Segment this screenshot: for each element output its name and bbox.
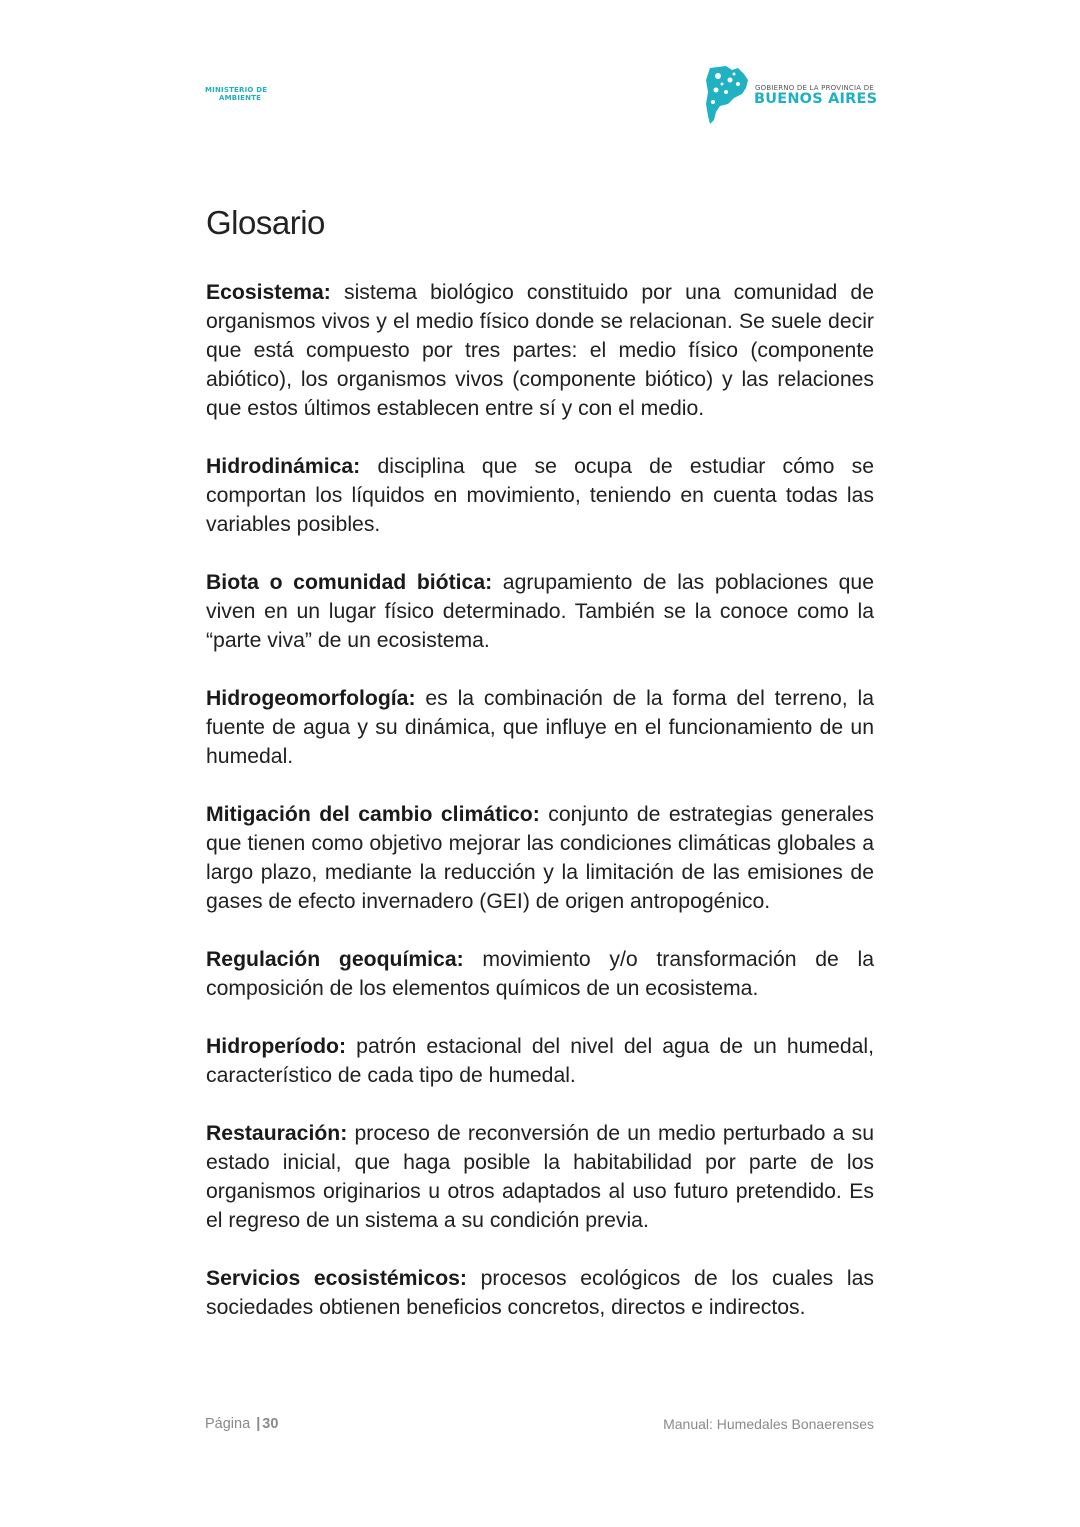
glossary-definition: procesos ecológicos de los cuales las sociedades obtienen beneficios concretos, directos e indirectos. bbox=[206, 1267, 874, 1319]
glossary-definition: patrón estacional del nivel del agua de un humedal, característico de cada tipo de humedal. bbox=[206, 1035, 874, 1087]
glossary-term: Regulación geoquímica: bbox=[206, 948, 464, 971]
ministry-logo-line1: MINISTERIO DE bbox=[205, 86, 268, 94]
ministry-logo bbox=[205, 86, 275, 102]
page-label: Página bbox=[205, 1416, 251, 1432]
glossary-definition: movimiento y/o transformación de la composición de los elementos químicos de un ecosistema. bbox=[206, 948, 874, 1000]
glossary-definition: agrupamiento de las poblaciones que viven en un lugar físico determinado. También se la conoce como la “parte viva” de un ecosistema. bbox=[206, 571, 874, 652]
glossary-term: Ecosistema: bbox=[206, 281, 331, 304]
ministry-logo-line2: AMBIENTE bbox=[219, 94, 262, 102]
glossary-content bbox=[206, 204, 874, 1351]
glossary-term: Hidroperíodo: bbox=[206, 1035, 347, 1058]
glossary-entry bbox=[206, 278, 874, 423]
glossary-definition: conjunto de estrategias generales que tienen como objetivo mejorar las condiciones climáticas globales a largo plazo, mediante la reducción y la limitación de las emisiones de gases de efecto invernadero (GEI) de origen antropogénico. bbox=[206, 803, 874, 913]
page-number: 30 bbox=[262, 1416, 279, 1432]
glossary-definition: es la combinación de la forma del terreno, la fuente de agua y su dinámica, que influye en el funcionamiento de un humedal. bbox=[206, 687, 874, 768]
glossary-definition: disciplina que se ocupa de estudiar cómo se comportan los líquidos en movimiento, teniendo en cuenta todas las variables posibles. bbox=[206, 455, 874, 536]
glossary-term: Hidrodinámica: bbox=[206, 455, 361, 478]
glossary-term: Hidrogeomorfología: bbox=[206, 687, 416, 710]
glossary-entry bbox=[206, 452, 874, 539]
glossary-entry bbox=[206, 1264, 874, 1322]
glossary-entry bbox=[206, 684, 874, 771]
glossary-entry bbox=[206, 945, 874, 1003]
government-logo-line1: GOBIERNO DE LA PROVINCIA DE bbox=[755, 84, 874, 92]
page-header bbox=[0, 0, 1080, 140]
glossary-entry bbox=[206, 1032, 874, 1090]
document-name-footer: Manual: Humedales Bonaerenses bbox=[663, 1416, 874, 1432]
glossary-term: Servicios ecosistémicos: bbox=[206, 1267, 467, 1290]
page-separator: | bbox=[256, 1416, 261, 1432]
glossary-entry bbox=[206, 800, 874, 916]
page-number-footer bbox=[205, 1416, 278, 1432]
glossary-definition: proceso de reconversión de un medio perturbado a su estado inicial, que haga posible la habitabilidad por parte de los organismos originarios u otros adaptados al uso futuro pretendido. Es el regreso de un sistema a su condición previa. bbox=[206, 1122, 874, 1232]
buenos-aires-province-map-icon bbox=[704, 64, 750, 126]
glossary-term: Biota o comunidad biótica: bbox=[206, 571, 493, 594]
government-logo bbox=[704, 64, 879, 128]
glossary-entry bbox=[206, 568, 874, 655]
glossary-entry bbox=[206, 1119, 874, 1235]
page-title: Glosario bbox=[206, 204, 325, 241]
glossary-term: Restauración: bbox=[206, 1122, 348, 1145]
glossary-term: Mitigación del cambio climático: bbox=[206, 803, 540, 826]
glossary-definition: sistema biológico constituido por una comunidad de organismos vivos y el medio físico donde se relacionan. Se suele decir que está compuesto por tres partes: el medio físico (componente abiótico), los organismos vivos (componente biótico) y las relaciones que estos últimos establecen entre sí y con el medio. bbox=[206, 281, 874, 420]
government-logo-line2: BUENOS AIRES bbox=[754, 91, 878, 107]
